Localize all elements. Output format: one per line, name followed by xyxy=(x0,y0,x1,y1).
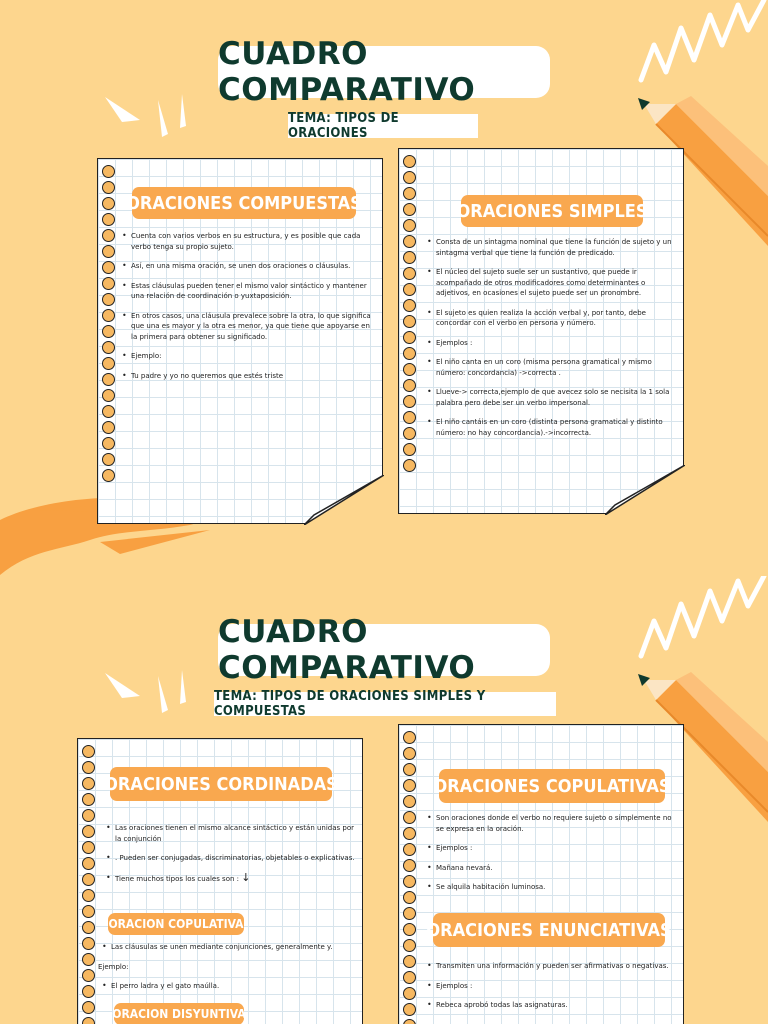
notebook-rings xyxy=(102,165,115,482)
list-item: • Estas cláusulas pueden tener el mismo valor sintáctico y mantener una relación de coordinación o yuxtaposición. xyxy=(122,281,374,302)
section-heading: ORACIONES SIMPLES xyxy=(461,195,643,227)
topic-label: TEMA: TIPOS DE ORACIONES SIMPLES Y COMPUESTAS xyxy=(214,692,556,716)
list-item: • Ejemplos : xyxy=(427,981,679,992)
notebook-rings xyxy=(82,745,95,1024)
notes-list xyxy=(106,823,356,893)
list-item: • Llueve-> correcta,ejemplo de que avecez solo se necisita la 1 sola palabra pero debe ser un verbo impersonal. xyxy=(427,387,677,408)
example-label: Ejemplo: xyxy=(98,962,129,971)
list-item: • Mañana nevará. xyxy=(427,863,679,874)
list-item: • Rebeca aprobó todas las asignaturas. xyxy=(427,1000,679,1011)
list-item xyxy=(106,870,356,885)
notebook-rings xyxy=(403,155,416,472)
list-item: • Cuenta con varios verbos en su estructura, y es posible que cada verbo tenga su propio sujeto. xyxy=(122,231,374,252)
notes-list xyxy=(122,231,374,390)
notes-list xyxy=(427,961,679,1020)
list-item: • El sujeto es quien realiza la acción verbal y, por tanto, debe concordar con el verbo en persona y número. xyxy=(427,308,677,329)
list-item: • . Pueden ser conjugadas, discriminatorias, objetables o explicativas. xyxy=(106,853,356,864)
page-title: CUADRO COMPARATIVO xyxy=(218,624,550,676)
list-item: • Las oraciones tienen el mismo alcance sintáctico y están unidas por la conjunción xyxy=(106,823,356,844)
list-item: • Las cláusulas se unen mediante conjunciones, generalmente y. xyxy=(102,942,358,953)
slide-2 xyxy=(0,576,768,1024)
list-item: • Tu padre y yo no queremos que estés triste xyxy=(122,371,374,382)
topic-label: TEMA: TIPOS DE ORACIONES xyxy=(288,114,478,138)
list-item: • Consta de un sintagma nominal que tiene la función de sujeto y un sintagma verbal que tiene la función de predicado. xyxy=(427,237,677,258)
subsection-heading: ORACION COPULATIVA xyxy=(108,913,244,935)
list-item: • Ejemplos : xyxy=(427,843,679,854)
notebook-page-left xyxy=(97,158,383,524)
page-curl xyxy=(605,465,685,515)
notebook-page-right xyxy=(398,724,684,1024)
list-item: • Se alquila habitación luminosa. xyxy=(427,882,679,893)
notebook-rings xyxy=(403,731,416,1024)
notebook-page-right xyxy=(398,148,684,514)
notes-list xyxy=(427,237,677,447)
subsection-heading: ORACION DISYUNTIVA xyxy=(114,1003,244,1024)
page-curl xyxy=(304,475,384,525)
burst-decoration xyxy=(100,92,200,142)
list-item: • El niño canta en un coro (misma persona gramatical y mismo número: concordancia) ->correcta . xyxy=(427,357,677,378)
notes-list xyxy=(427,813,679,902)
list-item: • El núcleo del sujeto suele ser un sustantivo, que puede ir acompañado de otros modificadores como determinantes o adjetivos, en ocasiones el sujeto puede ser un pronombre. xyxy=(427,267,677,299)
arrow-down-icon: ↓ xyxy=(241,870,251,884)
list-item: • Transmiten una información y pueden ser afirmativas o negativas. xyxy=(427,961,679,972)
notebook-page-left xyxy=(77,738,363,1024)
zigzag-decoration xyxy=(636,0,768,90)
notes-list xyxy=(98,942,358,1001)
list-item: • El niño cantáis en un coro (distinta persona gramatical y distinto número: no hay concordancia).->incorrecta. xyxy=(427,417,677,438)
list-item: • El perro ladra y el gato maúlla. xyxy=(102,981,358,992)
section-heading: ORACIONES COMPUESTAS xyxy=(132,187,356,219)
list-item: • Ejemplos : xyxy=(427,338,677,349)
list-item: • Ejemplo: xyxy=(122,351,374,362)
page-title: CUADRO COMPARATIVO xyxy=(218,46,550,98)
zigzag-decoration xyxy=(636,576,768,666)
list-item: • Son oraciones donde el verbo no requiere sujeto o simplemente no se expresa en la oración. xyxy=(427,813,679,834)
list-item-text: Tiene muchos tipos los cuales son : xyxy=(115,874,240,883)
section-heading: ORACIONES CORDINADAS xyxy=(110,767,332,801)
section-heading: ORACIONES COPULATIVAS xyxy=(439,769,665,803)
burst-decoration xyxy=(100,668,200,718)
list-item: • Así, en una misma oración, se unen dos oraciones o cláusulas. xyxy=(122,261,374,272)
section-heading: ORACIONES ENUNCIATIVAS xyxy=(433,913,665,947)
list-item: • En otros casos, una cláusula prevalece sobre la otra, lo que significa que una es mayor y la otra es menor, ya que tiene que apoyarse en la primera para obtener su significado. xyxy=(122,311,374,343)
